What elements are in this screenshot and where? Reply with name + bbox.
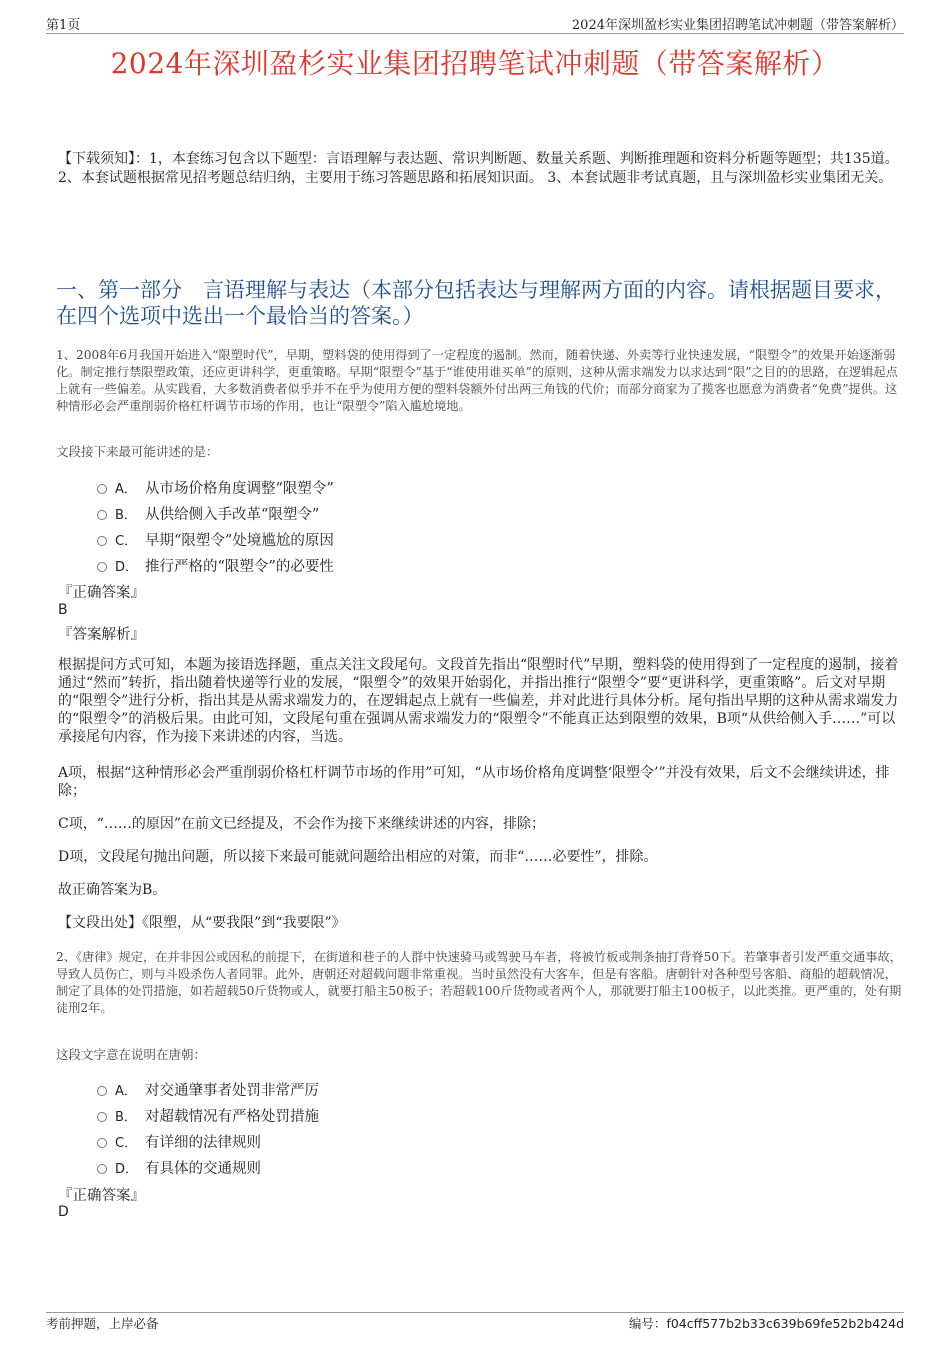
footer-slogan: 考前押题，上岸必备 bbox=[46, 1316, 159, 1331]
question-1-analysis-main: 根据提问方式可知，本题为接语选择题，重点关注文段尾句。文段首先指出“限塑时代”早期，塑料袋的使用得到了一定程度的遏制，接着通过“然而”转折，指出随着快递等行业的发展，“限塑令”的效果开始弱化，并指出推行“限塑令”要“更讲科学，更重策略”。后文对早期的“限塑令”进行分析，指出其是从需求端发力的，在逻辑起点上就有一些偏差，并对此进行具体分析。尾句指出早期的这种从需求端发力的“限塑令”的消极后果。由此可知，文段尾句重在强调从需求端发力的“限塑令”不能真正达到限塑的效果，B项“从供给侧入手……”可以承接尾句内容，作为接下来讲述的内容，当选。 bbox=[58, 657, 899, 745]
question-1-answer-label: 『正确答案』 bbox=[58, 585, 145, 601]
question-1-option-d[interactable]: D． 推行严格的“限塑令”的必要性 bbox=[97, 552, 334, 578]
question-1-source: 【文段出处】《限塑，从“要我限”到“我要限”》 bbox=[58, 915, 346, 931]
question-1-analysis-label: 『答案解析』 bbox=[58, 627, 145, 643]
footer-code-label: 编号： bbox=[628, 1316, 667, 1331]
footer-code bbox=[629, 1314, 904, 1332]
radio-icon[interactable] bbox=[97, 1164, 107, 1174]
radio-icon[interactable] bbox=[97, 1086, 107, 1096]
radio-icon[interactable] bbox=[97, 510, 107, 520]
question-2-prompt: 这段文字意在说明在唐朝： bbox=[56, 1047, 207, 1062]
question-1-options bbox=[97, 474, 334, 578]
question-2-options bbox=[97, 1076, 319, 1180]
question-1-analysis-d: D项，文段尾句抛出问题，所以接下来最可能就问题给出相应的对策，而非“……必要性”，排除。 bbox=[58, 849, 658, 865]
radio-icon[interactable] bbox=[97, 562, 107, 572]
question-2-option-b[interactable]: B． 对超载情况有严格处罚措施 bbox=[97, 1102, 319, 1128]
question-2-text: 2、《唐律》规定，在并非因公或因私的前提下，在街道和巷子的人群中快速骑马或驾驶马车者，将被竹板或荆条抽打背脊50下。若肇事者引发严重交通事故，导致人员伤亡，则与斗殴杀伤人者同罪。此外，唐朝还对超载问题非常重视。当时虽然没有大客车，但是有客船。唐朝针对各种型号客船、商船的超载情况，制定了具体的处罚措施，如若超载50斤货物或人，就要打船主50板子；若超载100斤货物或者两个人，那就要打船主100板子，以此类推。更严重的，处有期徒刑2年。 bbox=[56, 950, 902, 1015]
radio-icon[interactable] bbox=[97, 484, 107, 494]
question-1-analysis-conclusion: 故正确答案为B。 bbox=[58, 882, 167, 898]
document-title: 2024年深圳盈杉实业集团招聘笔试冲刺题（带答案解析） bbox=[110, 47, 840, 80]
question-2-option-c[interactable]: C． 有详细的法律规则 bbox=[97, 1128, 319, 1154]
question-2-answer-label: 『正确答案』 bbox=[58, 1188, 145, 1204]
download-notice: 【下载须知】：1，本套练习包含以下题型：言语理解与表达题、常识判断题、数量关系题、判断推理题和资料分析题等题型；共135道。 2、本套试题根据常见招考题总结归纳，主要用于练习答题思路和拓展知识面。 3、本套试题非考试真题，且与深圳盈杉实业集团无关。 bbox=[58, 151, 899, 186]
footer-divider bbox=[46, 1312, 904, 1313]
question-2-option-a[interactable]: A． 对交通肇事者处罚非常严厉 bbox=[97, 1076, 319, 1102]
question-2-answer: D bbox=[58, 1204, 69, 1220]
section-heading: 一、第一部分 言语理解与表达（本部分包括表达与理解两方面的内容。请根据题目要求，在四个选项中选出一个最恰当的答案。） bbox=[56, 278, 896, 328]
question-1-option-b[interactable]: B． 从供给侧入手改革“限塑令” bbox=[97, 500, 334, 526]
question-1-option-c[interactable]: C． 早期“限塑令”处境尴尬的原因 bbox=[97, 526, 334, 552]
header-divider bbox=[46, 33, 904, 34]
radio-icon[interactable] bbox=[97, 1112, 107, 1122]
question-1-text: 1、2008年6月我国开始进入“限塑时代”，早期，塑料袋的使用得到了一定程度的遏制。然而，随着快递、外卖等行业快速发展，“限塑令”的效果开始逐渐弱化。制定推行禁限塑政策，还应更讲科学，更重策略。早期“限塑令”基于“谁使用谁买单”的原则，这种从需求端发力以求达到“限”之目的的思路，在逻辑起点上就有一些偏差。从实践看，大多数消费者似乎并不在乎为使用方便的塑料袋额外付出两三角钱的代价；而部分商家为了揽客也愿意为消费者“免费”提供。这种情形必会严重削弱价格杠杆调节市场的作用，也让“限塑令”陷入尴尬境地。 bbox=[56, 348, 898, 413]
radio-icon[interactable] bbox=[97, 1138, 107, 1148]
running-header-title: 2024年深圳盈杉实业集团招聘笔试冲刺题（带答案解析） bbox=[571, 18, 904, 33]
footer-code-value: f04cff577b2b33c639b69fe52b2b424d bbox=[666, 1316, 904, 1331]
question-1-analysis-a: A项，根据“这种情形必会严重削弱价格杠杆调节市场的作用”可知，“从市场价格角度调整‘限塑令’”并没有效果，后文不会继续讲述，排除； bbox=[58, 765, 890, 799]
radio-icon[interactable] bbox=[97, 536, 107, 546]
question-1-prompt: 文段接下来最可能讲述的是： bbox=[56, 444, 219, 459]
question-1-option-a[interactable]: A． 从市场价格角度调整“限塑令” bbox=[97, 474, 334, 500]
question-1-answer: B bbox=[58, 602, 68, 618]
question-2-option-d[interactable]: D． 有具体的交通规则 bbox=[97, 1154, 319, 1180]
page-number: 第1页 bbox=[46, 18, 81, 33]
question-1-analysis-c: C项，“……的原因”在前文已经提及，不会作为接下来继续讲述的内容，排除； bbox=[58, 816, 546, 832]
